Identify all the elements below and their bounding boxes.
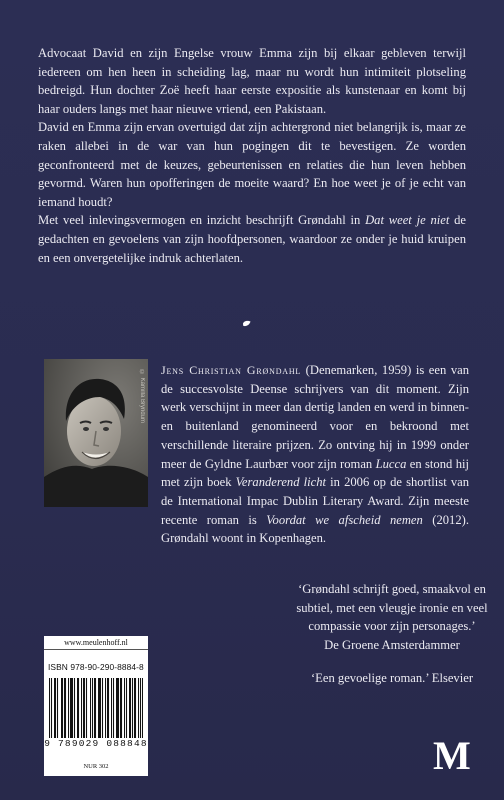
nur-code: NUR 302 — [83, 763, 109, 770]
blurb-text — [38, 44, 466, 267]
review-quote-2 — [280, 669, 504, 688]
blurb-paragraph-2: David en Emma zijn ervan overtuigd dat zijn achtergrond niet belangrijk is, maar ze raken allebei in de war van hun pogingen dit te bevestigen. Ze worden geconfronteerd met de keuzes, gebeurtenissen en relaties die hun leven hebben gevormd. Waren hun opofferingen de moeite waard? En hoe weet je of je echt van iemand houdt? — [38, 120, 466, 209]
barcode-digits: 9 789029 088848 — [44, 738, 148, 749]
publisher-url: www.meulenhoff.nl — [44, 636, 148, 650]
bio-text-2: en stond hij met zijn boek — [161, 456, 469, 490]
bio-text-1: (Denemarken, 1959) is een van de succesvolste Deense schrijvers van dit moment. Zijn werk verschijnt in meer dan dertig landen en werd in binnen- en buitenland genomineerd voor en bekroond met verschillende literaire prijzen. Zo ontving hij in 1999 onder meer de Gyldne Laurbær voor zijn roman — [161, 363, 469, 471]
book-lucca: Lucca — [375, 456, 407, 471]
book-title: Dat weet je niet — [365, 213, 450, 228]
blurb-paragraph-1: Advocaat David en zijn Engelse vrouw Emma zijn bij elkaar gebleven terwijl iedereen om hen heen in scheiding lag, maar nu wordt hun intimiteit plotseling bedreigd. Hun dochter Zoë heeft haar eerste expositie als kunstenaar en komt bij haar ouders langs met haar nieuwe vriend, een Pakistaan. — [38, 46, 466, 116]
isbn-number: ISBN 978-90-290-8884-8 — [48, 662, 144, 672]
author-name: Jens Christian Grøndahl — [161, 363, 302, 377]
review-quotes — [280, 580, 504, 688]
photo-credit: © Kamilla Bryndum — [139, 370, 145, 424]
bio-text-4: (2012). Grøndahl woont in Kopenhagen. — [161, 512, 469, 546]
publisher-logo: M — [433, 733, 471, 778]
leaf-ornament-icon — [242, 320, 251, 327]
bio-text-3: in 2006 op de shortlist van de International Impac Dublin Literary Award. Zijn meeste recente roman is — [161, 475, 470, 527]
barcode-bars — [49, 678, 143, 738]
blurb-paragraph-3-end: de gedachten en gevoelens van zijn hoofdpersonen, waardoor ze onder je huid kruipen en een onvergetelijke indruk achterlaten. — [38, 213, 466, 265]
author-photo — [44, 359, 148, 507]
review-source-1: De Groene Amsterdammer — [324, 637, 460, 652]
review-source-2: Elsevier — [431, 671, 474, 685]
book-voordat-we-afscheid-nemen: Voordat we afscheid nemen — [266, 512, 423, 527]
barcode-box — [44, 636, 148, 776]
book-veranderend-licht: Veranderend licht — [235, 475, 327, 490]
review-quote-2-text: ‘Een gevoelige roman.’ — [310, 671, 429, 685]
author-bio — [161, 361, 469, 548]
review-quote-1: ‘Grøndahl schrijft goed, smaakvol en subtiel, met een vleugje ironie en veel compassie voor zijn personages.’ — [296, 582, 488, 633]
blurb-paragraph-3-start: Met veel inlevingsvermogen en inzicht beschrijft Grøndahl in — [38, 213, 366, 228]
blurb-paragraph-3 — [38, 211, 466, 267]
